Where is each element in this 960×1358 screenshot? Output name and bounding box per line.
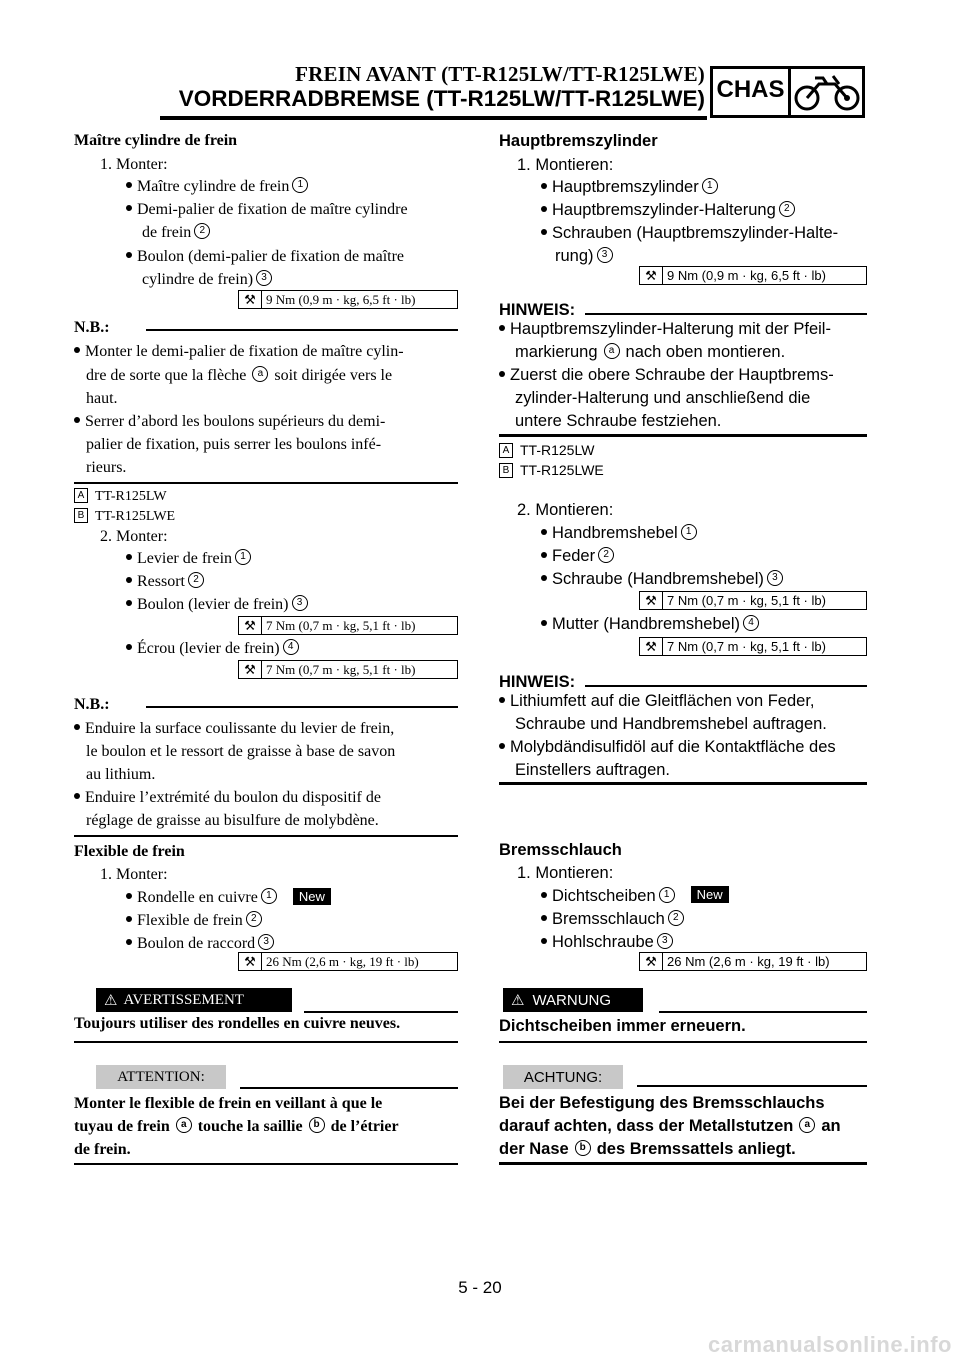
note-item-continued: le boulon et le ressort de graisse à base de savon xyxy=(86,743,396,760)
bullet-icon xyxy=(126,205,132,211)
list-item: Boulon de raccord 3 xyxy=(126,935,274,953)
list-item-continued: rung) 3 xyxy=(555,247,613,266)
note-rule xyxy=(146,329,458,331)
note-item-continued: dre de sorte que la flèche a soit dirigée vers le xyxy=(86,367,393,384)
note-item-continued: Einstellers auftragen. xyxy=(515,761,671,779)
torque-spec: ⚒ 9 Nm (0,9 m · kg, 6,5 ft · lb) xyxy=(238,290,458,309)
list-item: Handbremshebel 1 xyxy=(541,524,697,543)
bullet-icon xyxy=(499,371,505,377)
note-item: Monter le demi-palier de fixation de maître cylin- xyxy=(74,343,404,361)
note-item: Zuerst die obere Schraube der Hauptbrems- xyxy=(499,366,834,385)
bullet-icon xyxy=(541,915,547,921)
step-label: 2. Montieren: xyxy=(517,501,614,519)
callout-letter: a xyxy=(799,1117,815,1133)
caution-text: Bei der Befestigung des Bremsschlauchs xyxy=(499,1094,825,1112)
torque-spec: ⚒ 7 Nm (0,7 m · kg, 5,1 ft · lb) xyxy=(238,660,458,679)
callout-letter: b xyxy=(309,1117,325,1133)
new-part-badge: New xyxy=(691,886,729,903)
warning-label-box: ⚠ AVERTISSEMENT xyxy=(96,988,292,1012)
note-title: HINWEIS: xyxy=(499,673,576,691)
watermark: carmanualsonline.info xyxy=(708,1332,952,1357)
callout-letter: a xyxy=(252,366,268,382)
bullet-icon xyxy=(74,347,80,353)
model-label: A TT-R125LW xyxy=(74,489,167,505)
bullet-icon xyxy=(541,229,547,235)
caution-text: der Nase b des Bremssattels anliegt. xyxy=(499,1140,796,1158)
callout-number: 1 xyxy=(235,549,251,565)
callout-number: 4 xyxy=(743,615,759,631)
callout-number: 1 xyxy=(681,524,697,540)
caution-text: darauf achten, dass der Metallstutzen a an xyxy=(499,1117,841,1135)
wrench-icon: ⚒ xyxy=(640,267,663,284)
warning-rule xyxy=(304,1011,458,1013)
note-title: HINWEIS: xyxy=(499,301,576,319)
bullet-icon xyxy=(126,252,132,258)
caution-label-box: ACHTUNG: xyxy=(503,1065,623,1089)
model-label: B TT-R125LWE xyxy=(74,509,175,525)
bullet-icon xyxy=(126,939,132,945)
list-item: Boulon (demi-palier de fixation de maître xyxy=(126,248,404,266)
note-rule xyxy=(585,685,867,687)
callout-number: 3 xyxy=(657,933,673,949)
bullet-icon xyxy=(541,183,547,189)
step-label: 2. Monter: xyxy=(100,528,168,545)
bullet-icon xyxy=(126,916,132,922)
list-item-continued: cylindre de frein) 3 xyxy=(142,271,272,289)
note-item: Serrer d’abord les boulons supérieurs du demi- xyxy=(74,413,385,431)
list-item: Mutter (Handbremshebel) 4 xyxy=(541,615,759,634)
callout-number: 1 xyxy=(702,178,718,194)
callout-number: 3 xyxy=(767,570,783,586)
section-label: CHAS xyxy=(716,76,785,103)
bullet-icon xyxy=(499,325,505,331)
note-item: Enduire l’extrémité du boulon du dispositif de xyxy=(74,789,381,807)
note-item-continued: markierung a nach oben montieren. xyxy=(515,343,786,361)
step-label: 1. Monter: xyxy=(100,156,168,173)
step-label: 1. Montieren: xyxy=(517,156,614,174)
caution-text: de frein. xyxy=(74,1141,131,1158)
callout-letter: b xyxy=(575,1140,591,1156)
warning-triangle-icon: ⚠ xyxy=(511,992,525,1009)
note-end-rule xyxy=(74,835,458,837)
list-item: Schrauben (Hauptbremszylinder-Halte- xyxy=(541,224,838,243)
note-item-continued: au lithium. xyxy=(86,766,156,783)
bullet-icon xyxy=(126,554,132,560)
list-item-continued: de frein 2 xyxy=(142,224,210,242)
note-rule xyxy=(146,706,458,708)
list-item: Schraube (Handbremshebel) 3 xyxy=(541,570,783,589)
callout-number: 3 xyxy=(256,270,272,286)
list-item: Demi-palier de fixation de maître cylindre xyxy=(126,201,408,219)
model-marker: B xyxy=(74,508,88,523)
list-item: Hohlschraube 3 xyxy=(541,933,673,952)
callout-number: 3 xyxy=(597,247,613,263)
list-item: Maître cylindre de frein 1 xyxy=(126,178,308,196)
caution-end-rule xyxy=(499,1162,867,1165)
wrench-icon: ⚒ xyxy=(640,638,663,655)
note-item-continued: haut. xyxy=(86,390,118,407)
warning-end-rule xyxy=(499,1041,867,1043)
section-badge-divider xyxy=(788,66,791,118)
callout-number: 3 xyxy=(258,934,274,950)
model-marker: A xyxy=(499,443,513,458)
caution-rule xyxy=(637,1085,867,1087)
note-title: N.B.: xyxy=(74,319,110,336)
list-item: Hauptbremszylinder 1 xyxy=(541,178,718,197)
list-item: Bremsschlauch 2 xyxy=(541,910,684,929)
wrench-icon: ⚒ xyxy=(640,953,663,970)
torque-spec: ⚒ 7 Nm (0,7 m · kg, 5,1 ft · lb) xyxy=(238,616,458,635)
list-item: Feder 2 xyxy=(541,547,614,566)
bullet-icon xyxy=(126,893,132,899)
callout-number: 2 xyxy=(246,911,262,927)
bullet-icon xyxy=(126,182,132,188)
note-end-rule xyxy=(74,482,458,484)
page-title-french: FREIN AVANT (TT-R125LW/TT-R125LWE) xyxy=(295,62,705,86)
wrench-icon: ⚒ xyxy=(239,953,262,970)
torque-spec: ⚒ 26 Nm (2,6 m · kg, 19 ft · lb) xyxy=(238,952,458,971)
list-item: Boulon (levier de frein) 3 xyxy=(126,596,308,614)
list-item: Écrou (levier de frein) 4 xyxy=(126,640,299,658)
note-item: Hauptbremszylinder-Halterung mit der Pfeil- xyxy=(499,320,831,339)
caution-label-box: ATTENTION: xyxy=(96,1065,226,1089)
motorcycle-icon xyxy=(793,70,861,119)
bullet-icon xyxy=(541,575,547,581)
bullet-icon xyxy=(74,417,80,423)
wrench-icon: ⚒ xyxy=(239,617,262,634)
warning-triangle-icon: ⚠ xyxy=(104,992,118,1009)
bullet-icon xyxy=(541,206,547,212)
section-title: Flexible de frein xyxy=(74,843,185,860)
list-item: Levier de frein 1 xyxy=(126,550,251,568)
torque-spec: ⚒ 26 Nm (2,6 m · kg, 19 ft · lb) xyxy=(639,952,867,971)
bullet-icon xyxy=(541,620,547,626)
warning-text: Dichtscheiben immer erneuern. xyxy=(499,1017,746,1035)
note-item: Enduire la surface coulissante du levier de frein, xyxy=(74,720,394,738)
callout-number: 2 xyxy=(668,910,684,926)
bullet-icon xyxy=(541,552,547,558)
model-marker: B xyxy=(499,463,513,478)
page-title-german: VORDERRADBREMSE (TT-R125LW/TT-R125LWE) xyxy=(178,86,705,111)
list-item: Dichtscheiben 1 New xyxy=(541,887,729,906)
wrench-icon: ⚒ xyxy=(239,291,262,308)
callout-number: 1 xyxy=(261,888,277,904)
callout-number: 2 xyxy=(779,201,795,217)
torque-spec: ⚒ 7 Nm (0,7 m · kg, 5,1 ft · lb) xyxy=(639,637,867,656)
callout-number: 2 xyxy=(188,572,204,588)
list-item: Flexible de frein 2 xyxy=(126,912,262,930)
step-label: 1. Montieren: xyxy=(517,864,614,882)
warning-end-rule xyxy=(74,1041,458,1043)
note-rule xyxy=(585,313,867,315)
note-item-continued: Schraube und Handbremshebel auftragen. xyxy=(515,715,827,733)
torque-spec: ⚒ 7 Nm (0,7 m · kg, 5,1 ft · lb) xyxy=(639,591,867,610)
callout-number: 1 xyxy=(659,887,675,903)
bullet-icon xyxy=(74,724,80,730)
section-title: Hauptbremszylinder xyxy=(499,132,658,150)
caution-text: Monter le flexible de frein en veillant à que le xyxy=(74,1095,383,1112)
callout-letter: a xyxy=(604,343,620,359)
wrench-icon: ⚒ xyxy=(239,661,262,678)
bullet-icon xyxy=(499,697,505,703)
note-title: N.B.: xyxy=(74,696,110,713)
header-rule xyxy=(160,116,707,120)
warning-rule xyxy=(659,1011,867,1013)
bullet-icon xyxy=(541,529,547,535)
note-item: Molybdändisulfidöl auf die Kontaktfläche des xyxy=(499,738,836,757)
new-part-badge: New xyxy=(293,888,331,905)
callout-number: 2 xyxy=(598,547,614,563)
bullet-icon xyxy=(541,938,547,944)
note-item-continued: réglage de graisse au bisulfure de molybdène. xyxy=(86,812,379,829)
model-label: B TT-R125LWE xyxy=(499,462,604,479)
caution-text: tuyau de frein a touche la saillie b de l’étrier xyxy=(74,1118,399,1135)
callout-number: 3 xyxy=(292,595,308,611)
bullet-icon xyxy=(74,793,80,799)
caution-end-rule xyxy=(74,1163,458,1165)
list-item: Hauptbremszylinder-Halterung 2 xyxy=(541,201,795,220)
note-item-continued: palier de fixation, puis serrer les boulons infé- xyxy=(86,436,382,453)
wrench-icon: ⚒ xyxy=(640,592,663,609)
callout-number: 1 xyxy=(292,177,308,193)
list-item: Ressort 2 xyxy=(126,573,204,591)
warning-label-box: ⚠ WARNUNG xyxy=(503,988,643,1012)
bullet-icon xyxy=(126,600,132,606)
callout-number: 2 xyxy=(194,223,210,239)
note-item-continued: untere Schraube festziehen. xyxy=(515,412,722,430)
callout-letter: a xyxy=(176,1117,192,1133)
callout-number: 4 xyxy=(283,639,299,655)
bullet-icon xyxy=(126,644,132,650)
bullet-icon xyxy=(499,743,505,749)
bullet-icon xyxy=(126,577,132,583)
note-item-continued: rieurs. xyxy=(86,459,127,476)
section-title: Maître cylindre de frein xyxy=(74,132,238,149)
note-item: Lithiumfett auf die Gleitflächen von Feder, xyxy=(499,692,815,711)
torque-spec: ⚒ 9 Nm (0,9 m · kg, 6,5 ft · lb) xyxy=(639,266,867,285)
note-end-rule xyxy=(499,782,867,785)
page-number: 5 - 20 xyxy=(458,1278,502,1297)
model-marker: A xyxy=(74,488,88,503)
note-end-rule xyxy=(499,434,867,437)
step-label: 1. Monter: xyxy=(100,866,168,883)
list-item: Rondelle en cuivre 1 New xyxy=(126,889,331,907)
warning-text: Toujours utiliser des rondelles en cuivre neuves. xyxy=(74,1015,401,1032)
caution-rule xyxy=(240,1087,458,1089)
bullet-icon xyxy=(541,892,547,898)
note-item-continued: zylinder-Halterung und anschließend die xyxy=(515,389,811,407)
model-label: A TT-R125LW xyxy=(499,442,594,459)
section-title: Bremsschlauch xyxy=(499,841,622,859)
